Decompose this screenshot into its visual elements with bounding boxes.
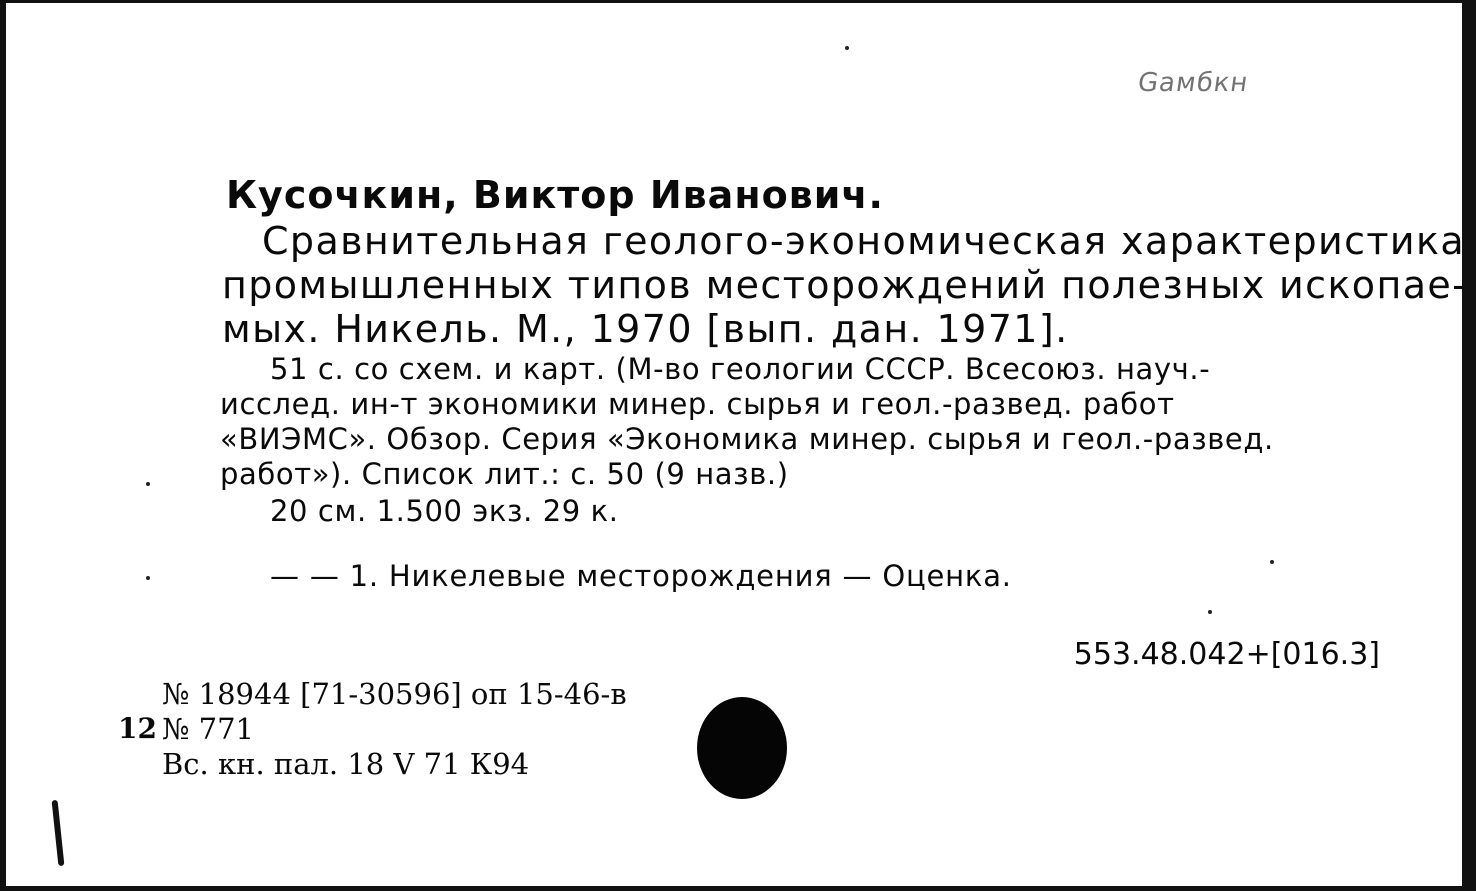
title-line-2: промышленных типов месторождений полезных ископае- (222, 263, 1468, 307)
description-line-5: 20 см. 1.500 экз. 29 к. (270, 494, 619, 528)
speck (1208, 610, 1212, 614)
title-line-3: мых. Никель. М., 1970 [вып. дан. 1971]. (222, 307, 1069, 351)
footer-line-3: Вс. кн. пал. 18 V 71 К94 (162, 747, 530, 781)
description-line-1: 51 с. со схем. и карт. (М-во геологии СССР. Всесоюз. науч.- (270, 352, 1211, 386)
hole-mark (52, 800, 65, 866)
card-number: 12 (118, 712, 157, 745)
title-line-1: Сравнительная геолого-экономическая характеристика (262, 219, 1466, 263)
card-border-top (0, 0, 1476, 3)
speck (146, 482, 150, 486)
footer-line-2: № 771 (162, 712, 255, 746)
card-border-bottom (0, 886, 1476, 891)
author-name: Кусочкин, Виктор Иванович. (226, 173, 884, 217)
description-line-3: «ВИЭМС». Обзор. Серия «Экономика минер. сырья и геол.-развед. (220, 422, 1274, 456)
speck (146, 576, 150, 580)
library-stamp: Gамбкн (1135, 68, 1251, 98)
description-line-4: работ»). Список лит.: с. 50 (9 назв.) (220, 457, 789, 491)
card-border-left (0, 0, 6, 891)
speck (1270, 560, 1274, 564)
ink-blot (697, 697, 787, 799)
udc-classification: 553.48.042+[016.3] (1073, 637, 1380, 672)
card-border-right (1462, 0, 1476, 891)
footer-line-1: № 18944 [71-30596] оп 15-46-в (162, 677, 627, 711)
subject-heading: — — 1. Никелевые месторождения — Оценка. (270, 559, 1012, 593)
description-line-2: исслед. ин-т экономики минер. сырья и геол.-развед. работ (220, 387, 1175, 421)
speck (845, 46, 849, 50)
